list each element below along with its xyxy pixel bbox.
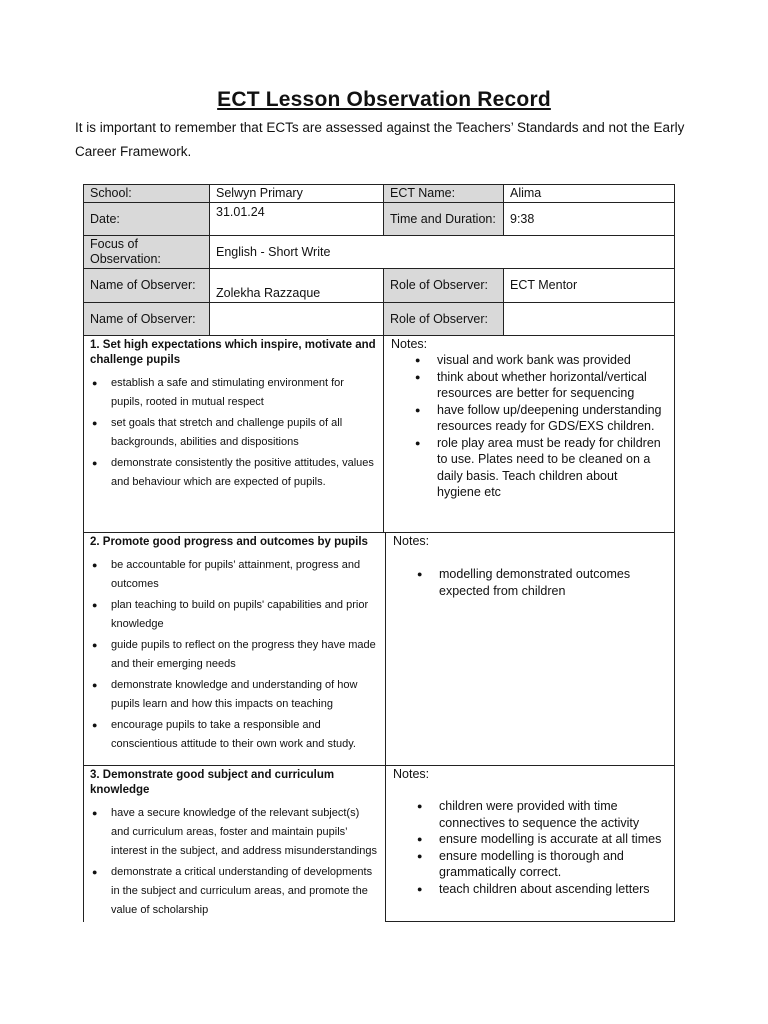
school-label: School: [83,184,210,203]
notes-label: Notes: [391,337,428,351]
list-item: ● plan teaching to build on pupils' capabilities and prior knowledge [90,596,379,634]
standard-1-heading: 1. Set high expectations which inspire, motivate and challenge pupils [90,339,376,366]
note-item: ● think about whether horizontal/vertical resources are better for sequencing [391,369,667,402]
observer2-name-value [209,302,384,336]
notes-label: Notes: [393,534,430,548]
note-item: ● teach children about ascending letters [393,881,667,898]
note-item: ● modelling demonstrated outcomes expected from children [393,566,667,599]
document-title: ECT Lesson Observation Record [217,88,551,111]
list-item: ● demonstrate knowledge and understanding of how pupils learn and how this impacts on teaching [90,676,379,714]
standard-3-notes-cell [385,765,675,922]
note-item: ● role play area must be ready for children to use. Plates need to be cleaned on a daily basis. Teach children about hygiene etc [391,435,667,501]
list-item: ● encourage pupils to take a responsible and conscientious attitude to their own work and study. [90,716,379,754]
note-item: ● children were provided with time connectives to sequence the activity [393,798,667,831]
standard-2-notes [393,566,667,599]
note-item: ● visual and work bank was provided [391,352,667,369]
observer2-role-value [503,302,675,336]
standard-3-notes [393,798,667,897]
observer2-name-label: Name of Observer: [83,302,210,336]
list-item: ● be accountable for pupils’ attainment, progress and outcomes [90,556,379,594]
list-item: ● demonstrate a critical understanding of developments in the subject and curriculum areas, and promote the value of scholarship [90,863,379,920]
school-value: Selwyn Primary [209,184,384,203]
standard-3-points [90,804,379,920]
focus-value: English - Short Write [209,235,675,269]
standard-2-heading: 2. Promote good progress and outcomes by pupils [90,536,368,548]
list-item: ● have a secure knowledge of the relevant subject(s) and curriculum areas, foster and maintain pupils’ interest in the subject, and address misunderstandings [90,804,379,861]
standard-1-notes-cell [383,335,675,533]
observer2-role-label: Role of Observer: [383,302,504,336]
list-item: ● demonstrate consistently the positive attitudes, values and behaviour which are expected of pupils. [90,454,377,492]
observer-role-value: ECT Mentor [503,268,675,303]
list-item: ● guide pupils to reflect on the progress they have made and their emerging needs [90,636,379,674]
standard-1-points [90,374,377,492]
list-item: ● set goals that stretch and challenge pupils of all backgrounds, abilities and dispositions [90,414,377,452]
observer-name-value: Zolekha Razzaque [209,268,384,303]
focus-label: Focus of Observation: [83,235,210,269]
standard-1-notes [391,352,667,501]
observer-role-label: Role of Observer: [383,268,504,303]
notes-label: Notes: [393,767,430,781]
list-item: ● establish a safe and stimulating environment for pupils, rooted in mutual respect [90,374,377,412]
note-item: ● ensure modelling is accurate at all times [393,831,667,848]
standard-3-heading: 3. Demonstrate good subject and curriculum knowledge [90,769,335,796]
standard-2-notes-cell [385,532,675,766]
standard-1-cell [83,335,384,533]
date-value: 31.01.24 [209,202,384,236]
standard-3-cell [83,765,386,922]
ect-name-label: ECT Name: [383,184,504,203]
note-item: ● have follow up/deepening understanding resources ready for GDS/EXS children. [391,402,667,435]
standard-2-points [90,556,379,754]
note-item: ● ensure modelling is thorough and grammatically correct. [393,848,667,881]
observer-name-label: Name of Observer: [83,268,210,303]
ect-name-value: Alima [503,184,675,203]
time-duration-value: 9:38 [503,202,675,236]
standard-2-cell [83,532,386,766]
date-label: Date: [83,202,210,236]
intro-text: It is important to remember that ECTs are assessed against the Teachers’ Standards and not the Early Career Framework. [75,120,685,159]
time-duration-label: Time and Duration: [383,202,504,236]
